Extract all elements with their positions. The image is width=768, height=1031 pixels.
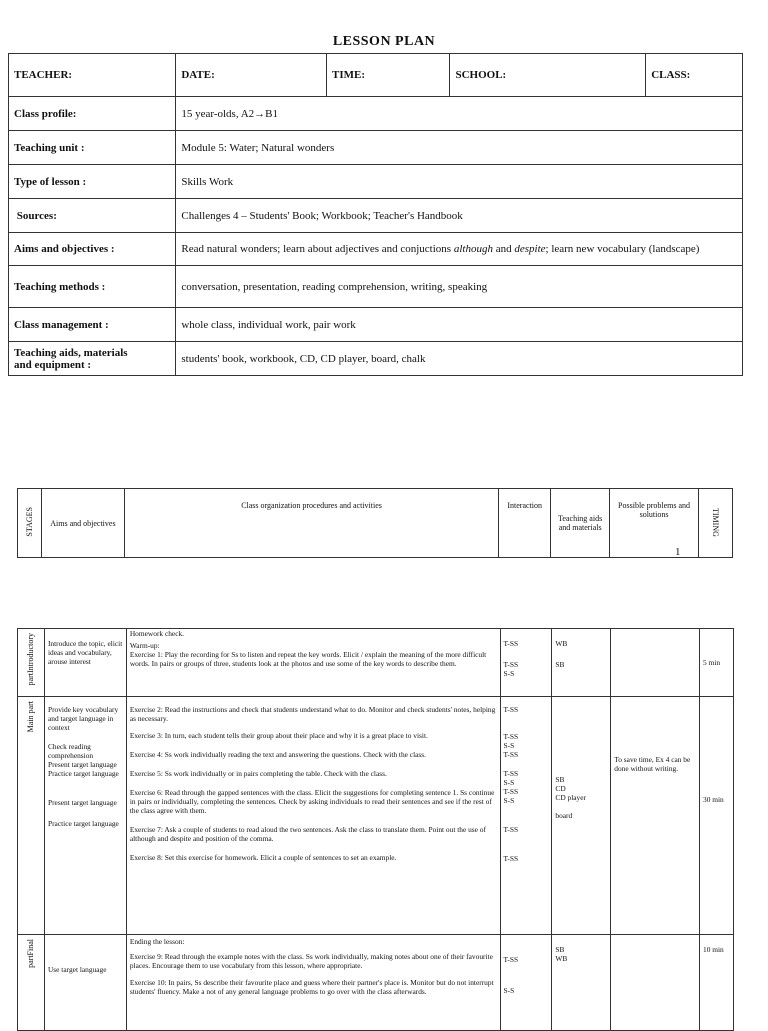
page-number: 1: [675, 546, 681, 558]
main-aim-5: Present target language: [47, 798, 117, 807]
final-int-1: T-SS: [503, 955, 519, 964]
main-aid-1: SB: [555, 775, 565, 784]
stage-intro: partIntroductory: [26, 633, 36, 686]
profile-row: [9, 233, 743, 266]
sources-label: Sources:: [9, 199, 176, 233]
lesson-type-label: Type of lesson :: [9, 165, 176, 199]
final-int-2: S-S: [503, 986, 515, 995]
lesson-type-value: Skills Work: [176, 165, 743, 199]
exercise-4: Exercise 4: Ss work individually reading the text and answering the questions. Check with the class.: [129, 750, 427, 759]
methods-value: conversation, presentation, reading comprehension, writing, speaking: [176, 266, 743, 308]
main-int-2: T-SS: [503, 732, 519, 741]
main-aim-1: Provide key vocabulary and target language in context: [47, 705, 119, 732]
table-row: [18, 935, 734, 1031]
timing-cell: [700, 697, 734, 935]
intro-aims: Introduce the topic, elicit ideas and vocabulary, arouse interest: [47, 639, 123, 666]
profile-row: [9, 199, 743, 233]
stage-cell: [18, 629, 45, 697]
interaction-cell: [500, 935, 552, 1031]
aids-cell: [552, 935, 611, 1031]
timing-label: TIMING: [711, 507, 720, 537]
exercise-8: Exercise 8: Set this exercise for homework. Elicit a couple of sentences to set an example.: [129, 853, 397, 862]
aims-cell: [44, 935, 126, 1031]
main-aid-4: board: [555, 811, 573, 820]
main-aid-3: CD player: [555, 793, 586, 802]
procedures-cell: [126, 629, 500, 697]
page-title: LESSON PLAN: [332, 34, 436, 49]
exercise-3: Exercise 3: In turn, each student tells their group about their place and why it is a great place to visit.: [129, 731, 428, 740]
col-interaction: Interaction: [499, 489, 551, 558]
col-aims: Aims and objectives: [41, 489, 124, 558]
final-proc-2: Exercise 9: Read through the example notes with the class. Ss work individually, making notes about one of their favourite places. Encourage them to use vocabulary from this lesson, where appropriate.: [129, 952, 493, 970]
aims-label: Aims and objectives :: [9, 233, 176, 266]
main-int-9: T-SS: [503, 825, 519, 834]
lesson-info-table: [8, 53, 743, 376]
intro-int-2: T-SS: [503, 660, 519, 669]
aids-label-line-1: Teaching aids, materials: [14, 346, 128, 359]
main-time: 30 min: [703, 795, 724, 804]
aids-value: students' book, workbook, CD, CD player, board, chalk: [176, 342, 743, 376]
final-proc-3: Exercise 10: In pairs, Ss describe their favourite place and guess where their partner's place is. Monitor but do not interrupt students' fluency. Make a not of any general language problems to go over with the class afterwards.: [129, 978, 494, 996]
main-int-3: S-S: [503, 741, 515, 750]
final-time: 10 min: [703, 945, 724, 954]
aims-text-e: ; learn new vocabulary (landscape): [545, 243, 700, 255]
class-profile-value: 15 year-olds, A2→B1: [176, 97, 743, 131]
timing-cell: [700, 935, 734, 1031]
procedures-cell: [126, 697, 500, 935]
intro-time: 5 min: [703, 658, 721, 667]
aids-cell: [552, 697, 611, 935]
aims-value: [176, 233, 743, 266]
main-aim-3: Present target language: [47, 760, 117, 769]
main-int-7: T-SS: [503, 787, 519, 796]
intro-proc-3: Exercise 1: Play the recording for Ss to listen and repeat the key words. Elicit / explain the meaning of the more difficult words. In pairs or groups of three, students look at the photos and use some of the key words to describe them.: [129, 650, 487, 668]
col-problems: Possible problems and solutions: [610, 489, 699, 558]
profile-row: [9, 131, 743, 165]
class-cell: CLASS:: [646, 54, 743, 97]
management-value: whole class, individual work, pair work: [176, 308, 743, 342]
main-int-1: T-SS: [503, 705, 519, 714]
sources-value: Challenges 4 – Students' Book; Workbook; Teacher's Handbook: [176, 199, 743, 233]
final-aid-1: SB: [555, 945, 565, 954]
main-problem: To save time, Ex 4 can be done without writing.: [614, 755, 691, 773]
stage-final: partFinal: [26, 939, 36, 968]
problems-cell: [611, 935, 700, 1031]
stage-main: Main part: [26, 701, 36, 733]
aids-cell: [552, 629, 611, 697]
intro-aid-2: SB: [555, 660, 565, 669]
main-aim-4: Practice target language: [47, 769, 119, 778]
aims-text-and: and: [492, 243, 515, 255]
school-cell: SCHOOL:: [450, 54, 646, 97]
exercise-5: Exercise 5: Ss work individually or in pairs completing the table. Check with the class.: [129, 769, 387, 778]
teaching-unit-label: Teaching unit :: [9, 131, 176, 165]
management-label: Class management :: [9, 308, 176, 342]
profile-row: [9, 266, 743, 308]
exercise-2: Exercise 2: Read the instructions and check that students understand what to do. Monitor and check students' notes, helping as necessary.: [129, 705, 496, 723]
intro-proc-2: Warm-up:: [129, 641, 160, 650]
main-int-10: T-SS: [503, 854, 519, 863]
stage-cell: [18, 697, 45, 935]
activities-header-table: [17, 488, 733, 558]
col-stages: [18, 489, 42, 558]
stages-label: STAGES: [24, 507, 34, 537]
aims-cell: [44, 629, 126, 697]
col-timing: [699, 489, 733, 558]
exercise-6: Exercise 6: Read through the gapped sentences with the class. Elicit the suggestions for completing sentence 1. Ss continue in pairs or individually, completing the sentences. Check by asking individuals to read their sentences and see if the rest of the class agree with them.: [129, 788, 495, 815]
main-aim-2: Check reading comprehension: [47, 742, 94, 760]
intro-int-3: S-S: [503, 669, 515, 678]
profile-row: [9, 97, 743, 131]
aids-label-line-2: and equipment :: [14, 358, 92, 371]
final-proc-1: Ending the lesson:: [129, 937, 185, 946]
table-row: [18, 697, 734, 935]
main-aid-2: CD: [555, 784, 566, 793]
time-cell: TIME:: [326, 54, 449, 97]
profile-row: [9, 342, 743, 376]
aims-cell: [44, 697, 126, 935]
exercise-7: Exercise 7: Ask a couple of students to read aloud the two sentences. Ask the class to translate them. Point out the use of although and despite and position of the comma.: [129, 825, 486, 843]
procedures-cell: [126, 935, 500, 1031]
intro-int-1: T-SS: [503, 639, 519, 648]
problems-cell: [611, 629, 700, 697]
header-row: [9, 54, 743, 97]
activities-table: [17, 628, 734, 1031]
aims-text-although: although: [453, 243, 493, 255]
main-int-8: S-S: [503, 796, 515, 805]
methods-label: Teaching methods :: [9, 266, 176, 308]
stage-cell: [18, 935, 45, 1031]
intro-aid-1: WB: [555, 639, 568, 648]
col-aids: Teaching aids and materials: [551, 489, 610, 558]
aids-label: [9, 342, 176, 376]
class-profile-label: Class profile:: [9, 97, 176, 131]
problems-cell: [611, 697, 700, 935]
profile-row: [9, 165, 743, 199]
intro-proc-1: Homework check.: [129, 629, 185, 638]
date-cell: DATE:: [176, 54, 327, 97]
interaction-cell: [500, 697, 552, 935]
main-int-5: T-SS: [503, 769, 519, 778]
table-row: [18, 629, 734, 697]
final-aid-2: WB: [555, 954, 568, 963]
main-aim-6: Practice target language: [47, 819, 119, 828]
teacher-cell: TEACHER:: [9, 54, 176, 97]
final-aim: Use target language: [47, 965, 107, 974]
main-int-4: T-SS: [503, 750, 519, 759]
timing-cell: [700, 629, 734, 697]
col-procedures: Class organization procedures and activities: [124, 489, 498, 558]
main-int-6: S-S: [503, 778, 515, 787]
aims-text-despite: despite: [514, 243, 546, 255]
teaching-unit-value: Module 5: Water; Natural wonders: [176, 131, 743, 165]
interaction-cell: [500, 629, 552, 697]
profile-row: [9, 308, 743, 342]
aims-text-a: Read natural wonders; learn about adjectives and conjuctions: [181, 243, 454, 255]
